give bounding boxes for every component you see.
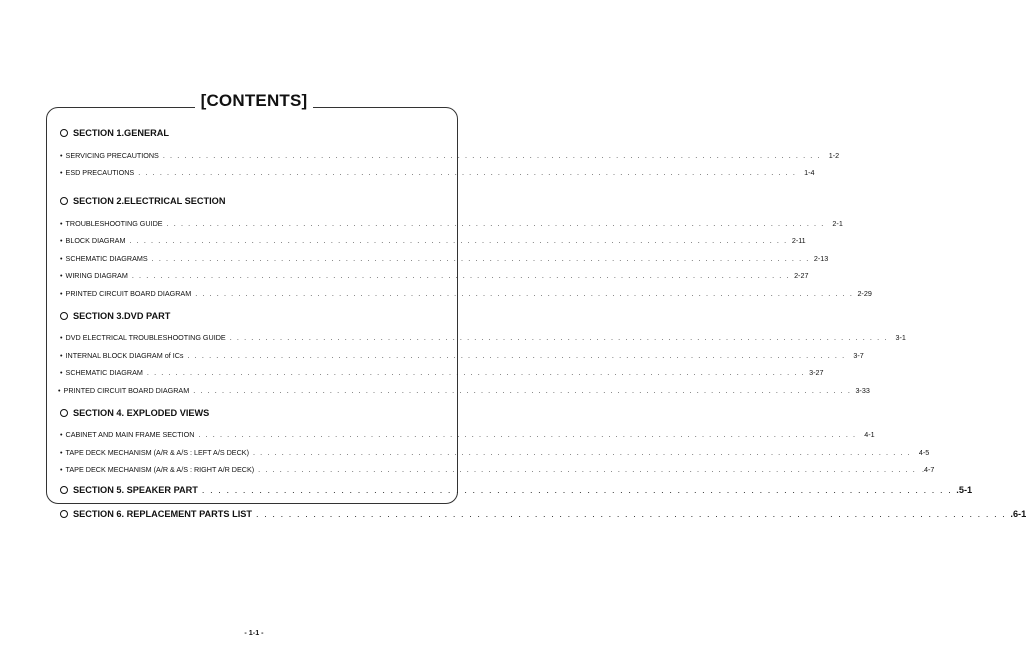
section-heading[interactable] <box>60 408 446 418</box>
dot-leader: . . . . . . . . . . . . . . . . . . . . . . . . . . . . . . . . . . . . . . . . . . . . . . . . . . . . . . . . . . . . . . . . . . . . . . . . . . . . . . . . . . . . . . . . . . . . <box>166 218 825 228</box>
section-heading[interactable] <box>60 128 446 138</box>
circle-bullet-icon <box>60 197 68 205</box>
circle-bullet-icon <box>60 312 68 320</box>
toc-entry[interactable] <box>60 439 930 457</box>
section-heading-text: SECTION 4. EXPLODED VIEWS <box>73 407 210 418</box>
section-page: .6-1 <box>1010 509 1026 519</box>
toc-entry-page: 1-4 <box>804 168 815 177</box>
toc-entry[interactable] <box>60 142 840 160</box>
toc-entry-page: 3-33 <box>855 385 870 395</box>
toc-entry-label: PRINTED CIRCUIT BOARD DIAGRAM <box>63 385 190 395</box>
section-heading-text: SECTION 5. SPEAKER PART <box>73 485 198 495</box>
contents-title <box>0 91 508 111</box>
toc-entry-label: CABINET AND MAIN FRAME SECTION <box>65 430 195 439</box>
bullet-icon: • <box>60 368 63 377</box>
dot-leader: . . . . . . . . . . . . . . . . . . . . . . . . . . . . . . . . . . . . . . . . . . . . . . . . . . . . . . . . . . . . . . . . . . . . . . . . . . . . . . . . . . . . . . . . . . . . <box>151 253 810 263</box>
contents-title-text: [CONTENTS] <box>195 91 314 110</box>
toc-entry-page: 4-5 <box>918 447 930 457</box>
bullet-icon: • <box>58 385 61 395</box>
bullet-icon: • <box>60 168 63 177</box>
dot-leader: . . . . . . . . . . . . . . . . . . . . . . . . . . . . . . . . . . . . . . . . . . . . . . . . . . . . . . . . . . . . . . . . . . . . . . . . . . . . . . . . . . . . . . . . . . . . <box>187 350 846 360</box>
circle-bullet-icon <box>60 129 68 137</box>
section-3 <box>58 310 906 395</box>
section-6[interactable] <box>60 502 1026 526</box>
dot-leader: . . . . . . . . . . . . . . . . . . . . . . . . . . . . . . . . . . . . . . . . . . . . . . . . . . . . . . . . . . . . . . . . . . . . . . . . . . . . . . . . . . . . . . . . . . . . <box>129 236 788 245</box>
bullet-icon: • <box>60 465 63 474</box>
contents-list <box>58 128 1026 526</box>
circle-bullet-icon <box>60 486 68 494</box>
toc-entry[interactable] <box>60 422 875 440</box>
toc-entry-page: .4-7 <box>922 465 935 474</box>
dot-leader: . . . . . . . . . . . . . . . . . . . . . . . . . . . . . . . . . . . . . . . . . . . . . . . . . . . . . . . . . . . . . . . . . . . . . . . . . . . . . . . . . . . . . . . . . . . . <box>198 430 857 439</box>
dot-leader: . . . . . . . . . . . . . . . . . . . . . . . . . . . . . . . . . . . . . . . . . . . . . . . . . . . . . . . . . . . . . . . . . . . . . . . . . . . . . . . . . . . . . . . . . . . . <box>258 465 917 474</box>
bullet-icon: • <box>60 253 63 263</box>
bullet-icon: • <box>60 430 63 439</box>
toc-entry-label: TAPE DECK MECHANISM (A/R & A/S : RIGHT A/R DECK) <box>65 465 255 474</box>
dot-leader: . . . . . . . . . . . . . . . . . . . . . . . . . . . . . . . . . . . . . . . . . . . . . . . . . . . . . . . . . . . . . . . . . . . . . . . . . . . . . . . . . . . . . . . . . . . . <box>193 385 852 395</box>
dot-leader: . . . . . . . . . . . . . . . . . . . . . . . . . . . . . . . . . . . . . . . . . . . . . . . . . . . . . . . . . . . . . . . . . . . . . . . . . . . . . . . . . . . . . . . . . . . . <box>201 485 953 495</box>
dot-leader: . . . . . . . . . . . . . . . . . . . . . . . . . . . . . . . . . . . . . . . . . . . . . . . . . . . . . . . . . . . . . . . . . . . . . . . . . . . . . . . . . . . . . . . . . . . . <box>256 509 1007 519</box>
section-heading-text: SECTION 1.GENERAL <box>73 128 169 138</box>
toc-entry-page: 3-7 <box>853 350 864 360</box>
toc-entry-page: 3-27 <box>809 368 824 377</box>
toc-entry-label: TAPE DECK MECHANISM (A/R & A/S : LEFT A/S DECK) <box>65 447 249 457</box>
dot-leader: . . . . . . . . . . . . . . . . . . . . . . . . . . . . . . . . . . . . . . . . . . . . . . . . . . . . . . . . . . . . . . . . . . . . . . . . . . . . . . . . . . . . . . . . . . . . <box>162 150 822 160</box>
toc-entry[interactable] <box>60 342 864 360</box>
toc-entry[interactable] <box>60 228 806 246</box>
section-page: .5-1 <box>956 485 973 495</box>
bullet-icon: • <box>60 333 63 342</box>
toc-entry-page: 1-2 <box>828 150 840 160</box>
toc-entry[interactable] <box>60 280 872 298</box>
toc-entry[interactable] <box>60 210 843 228</box>
circle-bullet-icon <box>60 510 68 518</box>
page-number: - 1-1 - <box>244 628 264 637</box>
bullet-icon: • <box>60 447 63 457</box>
section-2 <box>60 196 872 298</box>
dot-leader: . . . . . . . . . . . . . . . . . . . . . . . . . . . . . . . . . . . . . . . . . . . . . . . . . . . . . . . . . . . . . . . . . . . . . . . . . . . . . . . . . . . . . . . . . . . . <box>229 333 888 342</box>
bullet-icon: • <box>60 271 63 280</box>
toc-entry-label: TROUBLESHOOTING GUIDE <box>65 218 163 228</box>
dot-leader: . . . . . . . . . . . . . . . . . . . . . . . . . . . . . . . . . . . . . . . . . . . . . . . . . . . . . . . . . . . . . . . . . . . . . . . . . . . . . . . . . . . . . . . . . . . . <box>252 447 912 457</box>
toc-entry-label: DVD ELECTRICAL TROUBLESHOOTING GUIDE <box>65 333 226 342</box>
section-1 <box>60 128 840 177</box>
bullet-icon: • <box>60 236 63 245</box>
toc-entry-page: 3-1 <box>895 333 906 342</box>
circle-bullet-icon <box>60 409 68 417</box>
toc-entry[interactable] <box>60 263 809 281</box>
toc-entry-label: INTERNAL BLOCK DIAGRAM of ICs <box>65 350 184 360</box>
dot-leader: . . . . . . . . . . . . . . . . . . . . . . . . . . . . . . . . . . . . . . . . . . . . . . . . . . . . . . . . . . . . . . . . . . . . . . . . . . . . . . . . . . . . . . . . . . . . <box>131 271 791 280</box>
bullet-icon: • <box>60 288 63 298</box>
toc-entry-page: 2-29 <box>857 288 872 298</box>
bullet-icon: • <box>60 350 63 360</box>
toc-entry-label: BLOCK DIAGRAM <box>65 236 126 245</box>
toc-entry-page: 2-13 <box>813 253 829 263</box>
toc-entry-label: SERVICING PRECAUTIONS <box>65 150 159 160</box>
toc-entry[interactable] <box>60 360 824 378</box>
toc-entry[interactable] <box>60 245 829 263</box>
toc-entry-label: PRINTED CIRCUIT BOARD DIAGRAM <box>65 288 192 298</box>
toc-entry-page: 2-11 <box>791 236 806 245</box>
section-heading-text: SECTION 6. REPLACEMENT PARTS LIST <box>73 509 252 519</box>
dot-leader: . . . . . . . . . . . . . . . . . . . . . . . . . . . . . . . . . . . . . . . . . . . . . . . . . . . . . . . . . . . . . . . . . . . . . . . . . . . . . . . . . . . . . . . . . . . . <box>138 168 797 177</box>
toc-entry-page: 2-1 <box>832 218 843 228</box>
toc-entry-label: SCHEMATIC DIAGRAM <box>65 368 143 377</box>
section-heading[interactable] <box>60 196 446 206</box>
toc-entry-label: ESD PRECAUTIONS <box>65 168 135 177</box>
toc-entry[interactable] <box>60 160 815 178</box>
dot-leader: . . . . . . . . . . . . . . . . . . . . . . . . . . . . . . . . . . . . . . . . . . . . . . . . . . . . . . . . . . . . . . . . . . . . . . . . . . . . . . . . . . . . . . . . . . . . <box>146 368 806 377</box>
section-heading-text: SECTION 2.ELECTRICAL SECTION <box>73 196 226 206</box>
toc-entry[interactable] <box>60 325 906 343</box>
toc-entry[interactable] <box>58 377 870 395</box>
section-5[interactable] <box>60 478 973 502</box>
section-4 <box>60 407 935 475</box>
section-heading[interactable] <box>60 311 446 321</box>
toc-entry[interactable] <box>60 457 935 475</box>
bullet-icon: • <box>60 218 63 228</box>
bullet-icon: • <box>60 150 63 160</box>
section-heading-text: SECTION 3.DVD PART <box>73 310 171 321</box>
toc-entry-label: WIRING DIAGRAM <box>65 271 128 280</box>
toc-entry-page: 2-27 <box>794 271 809 280</box>
toc-entry-page: 4-1 <box>864 430 875 439</box>
dot-leader: . . . . . . . . . . . . . . . . . . . . . . . . . . . . . . . . . . . . . . . . . . . . . . . . . . . . . . . . . . . . . . . . . . . . . . . . . . . . . . . . . . . . . . . . . . . . <box>195 288 854 298</box>
toc-entry-label: SCHEMATIC DIAGRAMS <box>65 253 148 263</box>
